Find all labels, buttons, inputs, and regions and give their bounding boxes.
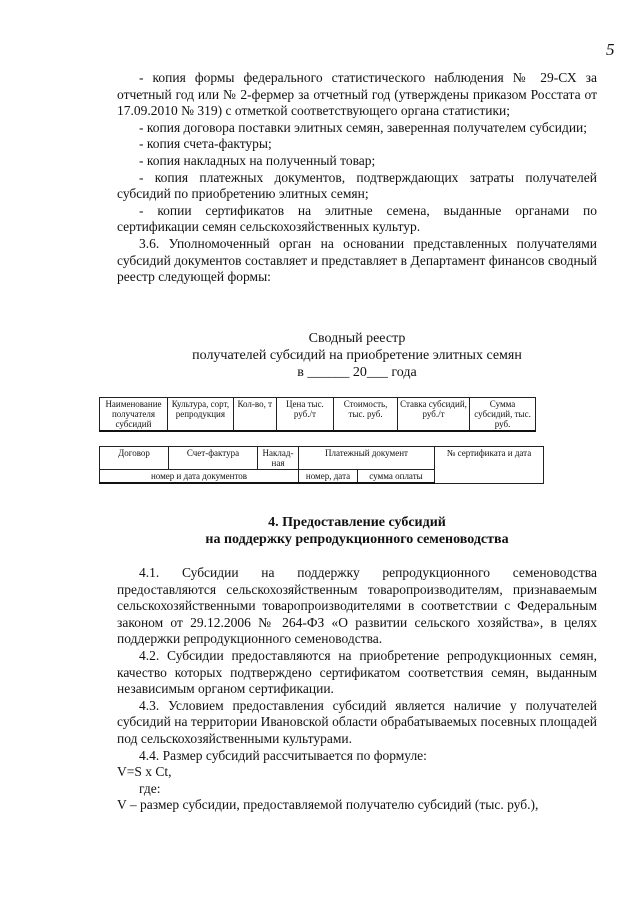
registry-title (117, 330, 597, 381)
paragraph-4-4: 4.4. Размер субсидий рассчитывается по формуле: (139, 747, 427, 763)
registry-table (99, 397, 536, 432)
section4-heading-line2: на поддержку репродукционного семеноводства (205, 532, 509, 547)
section3-list (117, 70, 597, 286)
header-payment-number-date: номер, дата (299, 470, 358, 484)
registry-title-line1: Сводный реестр (308, 331, 406, 346)
section4-body (117, 565, 597, 814)
section4-heading (117, 514, 597, 548)
header-quantity: Кол-во, т (233, 398, 276, 432)
documents-table (99, 446, 544, 484)
list-item: - копия договора поставки элитных семян, заверенная получателем субсидии; (139, 119, 588, 135)
formula: V=S x Ct, (117, 764, 172, 780)
header-waybill: Наклад-ная (258, 447, 299, 470)
v-definition: V – размер субсидии, предоставляемой получателю субсидий (тыс. руб.), (117, 797, 539, 813)
table-row (100, 398, 536, 432)
paragraph-4-2: 4.2. Субсидии предоставляются на приобретение репродукционных семян, качество которых подтверждено сертификатом соответствия семян, выданным независимым органом сертификации. (117, 647, 597, 697)
header-cost: Стоимость, тыс. руб. (334, 398, 398, 432)
header-payment-doc: Платежный документ (299, 447, 435, 470)
header-docs-number-date: номер и дата документов (100, 470, 299, 484)
list-item: - копия накладных на полученный товар; (139, 152, 376, 168)
list-item: - копии сертификатов на элитные семена, выданные органами по сертификации семян сельскохозяйственных культур. (117, 202, 597, 235)
header-crop: Культура, сорт, репродукция (167, 398, 233, 432)
list-item: - копия платежных документов, подтверждающих затраты получателей субсидий по приобретению элитных семян; (117, 169, 597, 202)
section4-heading-line1: 4. Предоставление субсидий (268, 515, 446, 530)
header-contract: Договор (100, 447, 169, 470)
list-item: - копия счета-фактуры; (139, 136, 272, 152)
where-label: где: (139, 780, 161, 796)
header-certificate: № сертификата и дата (435, 447, 544, 484)
page-number: 5 (606, 40, 615, 59)
registry-title-line3: в ______ 20___ года (297, 365, 417, 380)
header-sum: Сумма субсидий, тыс. руб. (470, 398, 536, 432)
paragraph-4-3: 4.3. Условием предоставления субсидий является наличие у получателей субсидий на территории Ивановской области обрабатываемых посевных площадей под сельскохозяйственными культурами. (117, 697, 597, 746)
header-price: Цена тыс. руб./т (276, 398, 334, 432)
header-payment-sum: сумма оплаты (358, 470, 435, 484)
registry-title-line2: получателей субсидий на приобретение элитных семян (192, 348, 522, 363)
paragraph-3-6: 3.6. Уполномоченный орган на основании представленных получателями субсидий документов составляет и представляет в Департамент финансов сводный реестр следующей формы: (117, 235, 597, 285)
table-row (100, 447, 544, 470)
header-rate: Ставка субсидий, руб./т (397, 398, 469, 432)
header-invoice: Счет-фактура (169, 447, 258, 470)
header-recipient: Наименование получателя субсидий (100, 398, 168, 432)
paragraph-4-1: 4.1. Субсидии на поддержку репродукционного семеноводства предоставляются сельскохозяйственным товаропроизводителям, признаваемым сельскохозяйственными товаропроизводителями в соответствии с Федеральным законом от 29.12.2006 № 264-ФЗ «О развитии сельского хозяйства», в целях поддержки репродукционного семеноводства. (117, 565, 597, 647)
list-item: - копия формы федерального статистического наблюдения № 29-СХ за отчетный год или № 2-фермер за отчетный год (утверждены приказом Росстата от 17.09.2010 № 319) с отметкой соответствующего органа статистики; (117, 70, 597, 119)
